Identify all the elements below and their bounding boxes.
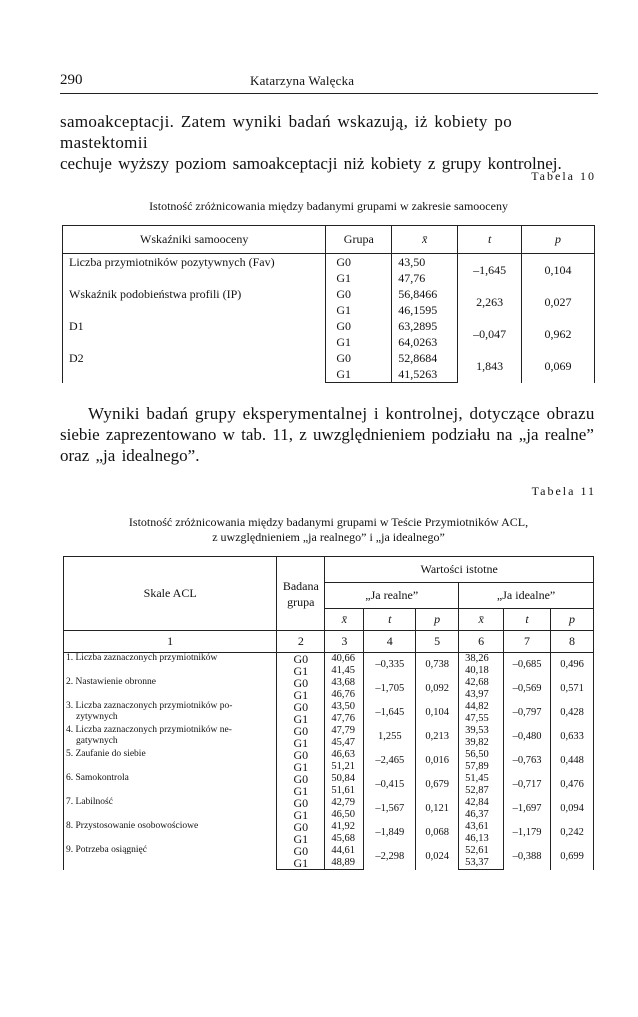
t11-real-mean: 47,79 (325, 725, 364, 737)
t11-real-mean: 47,76 (325, 713, 364, 725)
t10-mean: 63,2895 (392, 318, 458, 334)
paragraph-2-line-3: oraz „ja idealnego”. (60, 446, 200, 465)
t11-scale-name-line-1: 8. Przystosowanie osobowościowe (66, 821, 199, 831)
table-11-label: Tabela 11 (531, 484, 596, 498)
t11-ideal-p: 0,242 (551, 821, 594, 845)
paragraph-2-line-1: Wyniki badań grupy eksperymentalnej i kontrolnej, dotyczące obrazu (88, 404, 595, 423)
t11-scale-name-line-1: 1. Liczba zaznaczonych przymiotników (66, 653, 218, 663)
t11-group: G0 (277, 725, 325, 737)
t11-scale-name (64, 797, 277, 821)
t11-group: G0 (277, 749, 325, 761)
t10-mean: 52,8684 (392, 350, 458, 366)
page-number: 290 (60, 72, 83, 88)
t11-real-t: –2,298 (364, 845, 416, 870)
t11-ideal-mean: 40,18 (459, 665, 504, 677)
t11-real-p: 0,024 (416, 845, 459, 870)
t11-colnum-5: 5 (416, 631, 459, 653)
t11-real-t: –0,335 (364, 653, 416, 678)
t10-mean: 43,50 (392, 254, 458, 271)
t11-real-mean: 43,68 (325, 677, 364, 689)
t10-indicator: D2 (63, 350, 326, 383)
t11-header-real: „Ja realne” (325, 583, 459, 609)
t11-group: G1 (277, 833, 325, 845)
paragraph-1-line-2: cechuje wyższy poziom samoakceptacji niż kobiety z grupy kontrolnej. (60, 154, 562, 173)
t11-group: G0 (277, 677, 325, 689)
t11-ideal-mean: 51,45 (459, 773, 504, 785)
t11-scale-name (64, 653, 277, 678)
t11-ideal-p: 0,476 (551, 773, 594, 797)
t10-mean: 41,5263 (392, 366, 458, 383)
t10-row (63, 254, 595, 271)
table-11-caption-line-2: z uwzględnieniem „ja realnego” i „ja idealnego” (212, 530, 445, 544)
t11-ideal-t: –0,797 (504, 701, 551, 725)
t10-p-value: 0,962 (522, 318, 595, 350)
t11-scale-name-line-1: 4. Liczba zaznaczonych przymiotników ne- (66, 725, 232, 735)
t11-ideal-mean: 39,82 (459, 737, 504, 749)
t10-group: G1 (326, 334, 392, 350)
t11-real-t: –1,645 (364, 701, 416, 725)
table-11-caption-line-1: Istotność zróżnicowania między badanymi grupami w Teście Przymiotników ACL, (128, 515, 529, 529)
t11-ideal-mean: 43,61 (459, 821, 504, 833)
t10-mean: 56,8466 (392, 286, 458, 302)
t11-group: G1 (277, 713, 325, 725)
paragraph-2-line-2: siebie zaprezentowano w tab. 11, z uwzględnieniem podziału na „ja realne” (60, 425, 594, 444)
t11-scale-name-line-1: 5. Zaufanie do siebie (66, 749, 146, 759)
t11-real-mean: 45,68 (325, 833, 364, 845)
t11-scale-name-line-1: 6. Samokontrola (66, 773, 129, 783)
t11-ideal-mean: 56,50 (459, 749, 504, 761)
t11-ideal-p: 0,633 (551, 725, 594, 749)
t11-colnum-3: 3 (325, 631, 364, 653)
t11-scale-name (64, 749, 277, 773)
t11-group: G0 (277, 797, 325, 809)
t11-group: G0 (277, 773, 325, 785)
t11-real-mean: 51,61 (325, 785, 364, 797)
t10-header-indicator: Wskaźniki samooceny (63, 226, 326, 254)
t11-real-t: –1,705 (364, 677, 416, 701)
t10-row (63, 286, 595, 302)
t10-mean: 47,76 (392, 270, 458, 286)
t11-group: G1 (277, 665, 325, 677)
t11-ideal-mean: 42,68 (459, 677, 504, 689)
t10-mean: 46,1595 (392, 302, 458, 318)
t11-header-ideal-t: t (504, 609, 551, 631)
t10-p-value: 0,104 (522, 254, 595, 287)
t11-colnum-2: 2 (277, 631, 325, 653)
t11-row (64, 701, 594, 713)
t10-p-value: 0,027 (522, 286, 595, 318)
table-11-caption (62, 515, 595, 545)
t11-real-p: 0,016 (416, 749, 459, 773)
t11-header-scale: Skale ACL (64, 557, 277, 631)
t10-header-group: Grupa (326, 226, 392, 254)
t10-group: G1 (326, 366, 392, 383)
t11-header-real-mean: x̄ (325, 609, 364, 631)
t11-colnum-1: 1 (64, 631, 277, 653)
t11-group: G0 (277, 845, 325, 857)
table-11 (63, 556, 594, 870)
t11-row (64, 821, 594, 833)
t11-group: G0 (277, 701, 325, 713)
t11-ideal-mean: 38,26 (459, 653, 504, 666)
t10-row (63, 318, 595, 334)
t11-real-t: –0,415 (364, 773, 416, 797)
t10-t-value: –0,047 (458, 318, 522, 350)
t11-ideal-t: –0,569 (504, 677, 551, 701)
t11-real-mean: 43,50 (325, 701, 364, 713)
t11-row (64, 677, 594, 689)
t11-scale-name-line-1: 2. Nastawienie obronne (66, 677, 156, 687)
t11-ideal-mean: 43,97 (459, 689, 504, 701)
t11-scale-name-line-2: gatywnych (76, 736, 118, 746)
t10-mean: 64,0263 (392, 334, 458, 350)
t10-group: G0 (326, 286, 392, 302)
t11-ideal-p: 0,094 (551, 797, 594, 821)
t10-group: G0 (326, 350, 392, 366)
t11-real-mean: 48,89 (325, 857, 364, 870)
t10-group: G1 (326, 302, 392, 318)
t11-colnum-8: 8 (551, 631, 594, 653)
t11-colnum-4: 4 (364, 631, 416, 653)
table-10-caption: Istotność zróżnicowania między badanymi grupami w zakresie samooceny (149, 199, 508, 213)
t11-real-mean: 42,79 (325, 797, 364, 809)
t10-p-value: 0,069 (522, 350, 595, 383)
t11-ideal-p: 0,571 (551, 677, 594, 701)
t11-real-mean: 44,61 (325, 845, 364, 857)
table-10-label: Tabela 10 (531, 169, 596, 183)
t11-scale-name (64, 773, 277, 797)
t10-group: G1 (326, 270, 392, 286)
t11-scale-name (64, 821, 277, 845)
t11-scale-name-line-2: zytywnych (76, 712, 118, 722)
t11-group: G0 (277, 653, 325, 666)
t10-indicator: Liczba przymiotników pozytywnych (Fav) (63, 254, 326, 287)
t10-header-p: p (522, 226, 595, 254)
t11-header-real-t: t (364, 609, 416, 631)
t11-group: G1 (277, 809, 325, 821)
t11-ideal-t: –1,179 (504, 821, 551, 845)
t11-real-t: –2,465 (364, 749, 416, 773)
t11-header-real-p: p (416, 609, 459, 631)
t11-scale-name (64, 725, 277, 749)
t11-header-group: Badana grupa (277, 557, 325, 631)
t11-header-ideal-p: p (551, 609, 594, 631)
t11-real-p: 0,092 (416, 677, 459, 701)
t11-ideal-p: 0,428 (551, 701, 594, 725)
t11-ideal-mean: 46,37 (459, 809, 504, 821)
t11-header-ideal: „Ja idealne” (459, 583, 594, 609)
t11-real-p: 0,213 (416, 725, 459, 749)
t10-indicator: D1 (63, 318, 326, 350)
t11-colnum-7: 7 (504, 631, 551, 653)
t11-ideal-mean: 42,84 (459, 797, 504, 809)
t11-group: G1 (277, 761, 325, 773)
t11-ideal-mean: 52,61 (459, 845, 504, 857)
t11-real-mean: 46,76 (325, 689, 364, 701)
t11-ideal-t: –0,388 (504, 845, 551, 870)
t11-real-mean: 41,45 (325, 665, 364, 677)
t11-real-mean: 51,21 (325, 761, 364, 773)
t11-group: G1 (277, 737, 325, 749)
t11-scale-name-line-1: 9. Potrzeba osiągnięć (66, 845, 147, 855)
t11-real-mean: 45,47 (325, 737, 364, 749)
t11-header-ideal-mean: x̄ (459, 609, 504, 631)
t11-group: G0 (277, 821, 325, 833)
t11-real-p: 0,068 (416, 821, 459, 845)
t11-real-mean: 46,50 (325, 809, 364, 821)
t11-ideal-p: 0,699 (551, 845, 594, 870)
t11-row (64, 797, 594, 809)
t11-colnum-6: 6 (459, 631, 504, 653)
t11-real-p: 0,679 (416, 773, 459, 797)
t11-ideal-p: 0,496 (551, 653, 594, 678)
t11-ideal-mean: 44,82 (459, 701, 504, 713)
t10-row (63, 350, 595, 366)
t11-row (64, 845, 594, 857)
t11-ideal-p: 0,448 (551, 749, 594, 773)
t10-indicator: Wskaźnik podobieństwa profili (IP) (63, 286, 326, 318)
t10-t-value: 2,263 (458, 286, 522, 318)
t11-group: G1 (277, 689, 325, 701)
t11-real-mean: 50,84 (325, 773, 364, 785)
t11-ideal-mean: 57,89 (459, 761, 504, 773)
t11-row (64, 749, 594, 761)
running-header-author: Katarzyna Walęcka (250, 73, 355, 88)
t11-group: G1 (277, 857, 325, 870)
t11-scale-name (64, 845, 277, 870)
t10-t-value: –1,645 (458, 254, 522, 287)
t11-ideal-mean: 53,37 (459, 857, 504, 870)
t11-ideal-t: –1,697 (504, 797, 551, 821)
t11-ideal-t: –0,480 (504, 725, 551, 749)
t11-row (64, 725, 594, 737)
t11-real-mean: 40,66 (325, 653, 364, 666)
t11-real-mean: 46,63 (325, 749, 364, 761)
t11-scale-name-line-1: 3. Liczba zaznaczonych przymiotników po- (66, 701, 233, 711)
paragraph-1 (60, 111, 600, 174)
t11-real-t: –1,567 (364, 797, 416, 821)
t11-real-mean: 41,92 (325, 821, 364, 833)
t11-ideal-mean: 47,55 (459, 713, 504, 725)
t11-ideal-t: –0,717 (504, 773, 551, 797)
t11-ideal-t: –0,763 (504, 749, 551, 773)
t11-real-t: –1,849 (364, 821, 416, 845)
t11-row (64, 653, 594, 666)
t10-group: G0 (326, 318, 392, 334)
t11-scale-name-line-1: 7. Labilność (66, 797, 113, 807)
paragraph-1-line-1: samoakceptacji. Zatem wyniki badań wskazują, iż kobiety po mastektomii (60, 112, 513, 152)
t10-t-value: 1,843 (458, 350, 522, 383)
t10-header-t: t (458, 226, 522, 254)
t11-real-p: 0,104 (416, 701, 459, 725)
t11-group: G1 (277, 785, 325, 797)
t11-scale-name (64, 701, 277, 725)
t11-ideal-t: –0,685 (504, 653, 551, 678)
t11-scale-name (64, 677, 277, 701)
t11-ideal-mean: 46,13 (459, 833, 504, 845)
header-rule (60, 93, 598, 94)
paragraph-2 (60, 403, 600, 466)
t11-real-t: 1,255 (364, 725, 416, 749)
t11-row (64, 773, 594, 785)
t11-ideal-mean: 52,87 (459, 785, 504, 797)
t10-group: G0 (326, 254, 392, 271)
t11-real-p: 0,738 (416, 653, 459, 678)
t10-header-mean: x̄ (392, 226, 458, 254)
table-10 (62, 225, 595, 383)
t11-real-p: 0,121 (416, 797, 459, 821)
t11-ideal-mean: 39,53 (459, 725, 504, 737)
t11-header-values: Wartości istotne (325, 557, 594, 583)
